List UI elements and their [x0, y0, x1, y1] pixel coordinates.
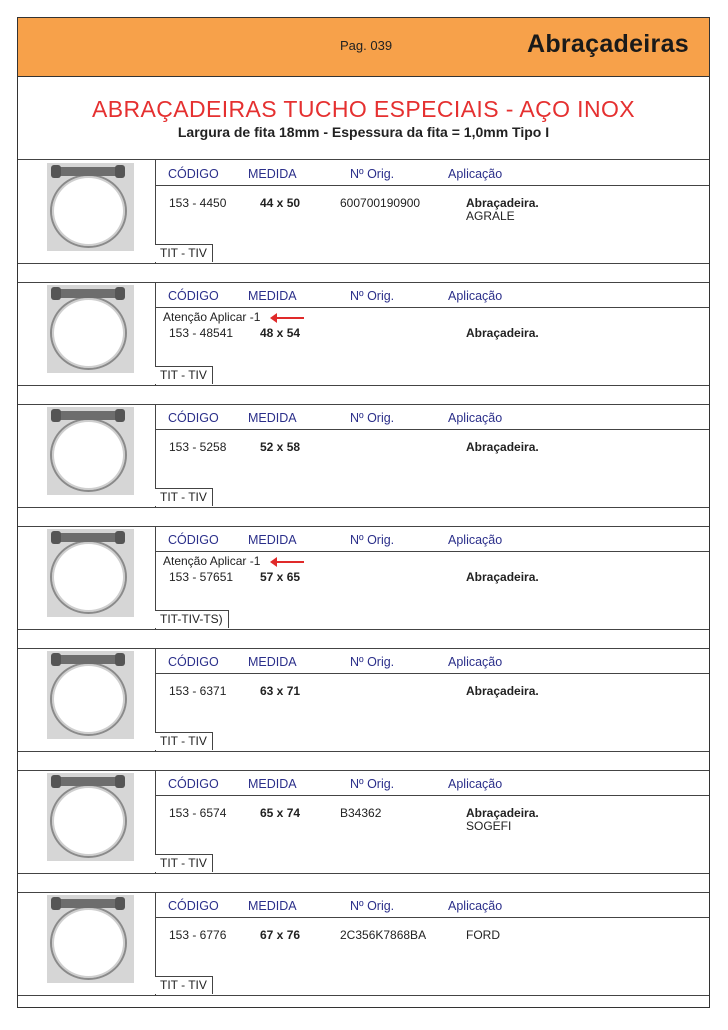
- divider: [18, 995, 709, 996]
- page-header: [18, 18, 709, 77]
- column-header-orig: Nº Orig.: [350, 655, 395, 669]
- item-application-brand: SOGEFI: [466, 819, 512, 833]
- column-header-orig: Nº Orig.: [350, 411, 395, 425]
- compatibility-tag: TIT - TIV: [155, 244, 213, 262]
- divider: [18, 629, 709, 630]
- item-code: 153 - 6371: [169, 684, 227, 698]
- divider: [18, 263, 709, 264]
- item-code: 153 - 57651: [169, 570, 234, 584]
- divider: [155, 307, 709, 308]
- catalog-title: ABRAÇADEIRAS TUCHO ESPECIAIS - AÇO INOX: [91, 96, 636, 122]
- clamp-photo: [47, 529, 134, 617]
- divider: [155, 429, 709, 430]
- divider: [18, 873, 709, 874]
- item-code: 153 - 4450: [169, 196, 227, 210]
- divider: [155, 673, 709, 674]
- column-header-codigo: CÓDIGO: [168, 533, 219, 547]
- clamp-photo: [47, 285, 134, 373]
- divider: [18, 282, 709, 283]
- clamp-photo: [47, 651, 134, 739]
- column-header-orig: Nº Orig.: [350, 167, 395, 181]
- product-block: [18, 404, 709, 507]
- column-header-medida: MEDIDA: [248, 777, 297, 791]
- arrow-left-icon: [276, 317, 304, 319]
- column-header-codigo: CÓDIGO: [168, 289, 219, 303]
- divider: [155, 551, 709, 552]
- column-header-medida: MEDIDA: [248, 899, 297, 913]
- column-header-medida: MEDIDA: [248, 411, 297, 425]
- item-size: 65 x 74: [260, 806, 301, 820]
- product-block: [18, 282, 709, 385]
- column-header-orig: Nº Orig.: [350, 777, 395, 791]
- column-header-codigo: CÓDIGO: [168, 167, 219, 181]
- item-orig: 2C356K7868BA: [340, 928, 427, 942]
- product-block: [18, 648, 709, 751]
- compatibility-tag: TIT - TIV: [155, 976, 213, 994]
- item-orig: B34362: [340, 806, 382, 820]
- item-size: 48 x 54: [260, 326, 301, 340]
- column-header-aplicacao: Aplicação: [448, 655, 503, 669]
- divider: [155, 795, 709, 796]
- product-block: [18, 892, 709, 995]
- arrow-left-icon: [276, 561, 304, 563]
- column-header-medida: MEDIDA: [248, 655, 297, 669]
- item-application: Abraçadeira.: [466, 326, 539, 340]
- product-block: [18, 770, 709, 873]
- item-size: 67 x 76: [260, 928, 301, 942]
- column-header-aplicacao: Aplicação: [448, 167, 503, 181]
- item-application: Abraçadeira.: [466, 684, 539, 698]
- column-header-codigo: CÓDIGO: [168, 655, 219, 669]
- item-size: 57 x 65: [260, 570, 301, 584]
- compatibility-tag: TIT - TIV: [155, 732, 213, 750]
- column-header-medida: MEDIDA: [248, 167, 297, 181]
- clamp-photo: [47, 895, 134, 983]
- item-application: FORD: [466, 928, 500, 942]
- compatibility-tag: TIT-TIV-TS): [155, 610, 229, 628]
- divider: [18, 892, 709, 893]
- column-header-aplicacao: Aplicação: [448, 777, 503, 791]
- catalog-subtitle: Largura de fita 18mm - Espessura da fita = 1,0mm Tipo I: [177, 124, 550, 140]
- item-code: 153 - 48541: [169, 326, 234, 340]
- divider: [155, 185, 709, 186]
- warning-note: Atenção Aplicar -1: [163, 554, 261, 568]
- warning-note: Atenção Aplicar -1: [163, 310, 261, 324]
- item-size: 52 x 58: [260, 440, 301, 454]
- item-code: 153 - 5258: [169, 440, 227, 454]
- item-size: 63 x 71: [260, 684, 301, 698]
- catalog-page: [17, 17, 710, 1008]
- column-header-codigo: CÓDIGO: [168, 899, 219, 913]
- column-header-aplicacao: Aplicação: [448, 899, 503, 913]
- item-application: Abraçadeira.: [466, 440, 539, 454]
- compatibility-tag: TIT - TIV: [155, 366, 213, 384]
- clamp-photo: [47, 773, 134, 861]
- divider: [18, 751, 709, 752]
- compatibility-tag: TIT - TIV: [155, 854, 213, 872]
- clamp-photo: [47, 407, 134, 495]
- divider: [18, 770, 709, 771]
- divider: [18, 385, 709, 386]
- divider: [18, 404, 709, 405]
- divider: [18, 526, 709, 527]
- column-header-aplicacao: Aplicação: [448, 411, 503, 425]
- item-code: 153 - 6574: [169, 806, 227, 820]
- item-application: Abraçadeira.: [466, 570, 539, 584]
- page-number: Pag. 039: [340, 38, 393, 53]
- column-header-codigo: CÓDIGO: [168, 777, 219, 791]
- item-orig: 600700190900: [340, 196, 421, 210]
- column-header-orig: Nº Orig.: [350, 289, 395, 303]
- column-header-orig: Nº Orig.: [350, 899, 395, 913]
- column-header-medida: MEDIDA: [248, 533, 297, 547]
- compatibility-tag: TIT - TIV: [155, 488, 213, 506]
- column-header-orig: Nº Orig.: [350, 533, 395, 547]
- divider: [18, 648, 709, 649]
- column-header-codigo: CÓDIGO: [168, 411, 219, 425]
- divider: [18, 507, 709, 508]
- item-application-brand: AGRALE: [466, 209, 515, 223]
- item-size: 44 x 50: [260, 196, 301, 210]
- column-header-aplicacao: Aplicação: [448, 533, 503, 547]
- section-title: Abraçadeiras: [526, 30, 689, 58]
- column-header-medida: MEDIDA: [248, 289, 297, 303]
- item-application: Abraçadeira.: [466, 806, 539, 820]
- product-block: [18, 160, 709, 263]
- divider: [155, 917, 709, 918]
- clamp-photo: [47, 163, 134, 251]
- column-header-aplicacao: Aplicação: [448, 289, 503, 303]
- product-block: [18, 526, 709, 629]
- item-code: 153 - 6776: [169, 928, 227, 942]
- item-application: Abraçadeira.: [466, 196, 539, 210]
